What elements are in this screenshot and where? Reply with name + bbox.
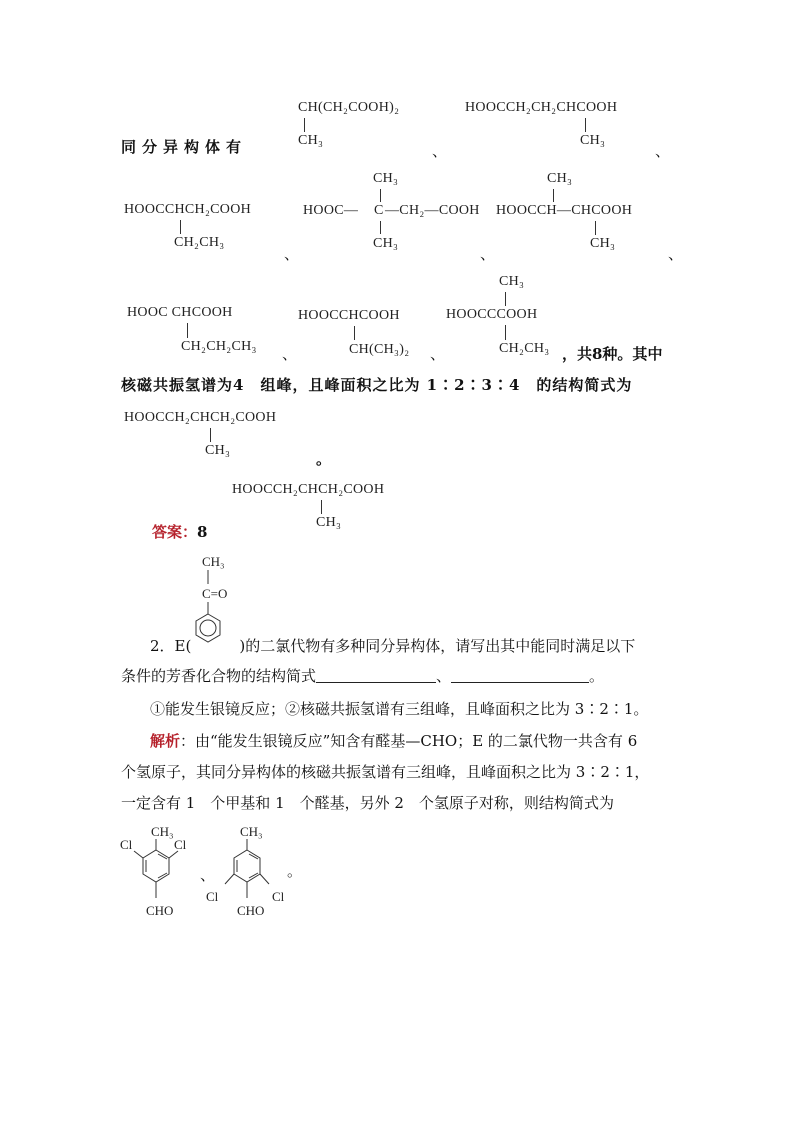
answer-blank-1[interactable] — [316, 668, 436, 683]
q2-line1-rest: 的二氯代物有多种同分异构体，请写出其中能同时满足以下 — [245, 637, 636, 655]
bond-line — [505, 325, 506, 340]
analysis-text-1: ：由“能发生银镜反应”知含有醛基—CHO；E 的二氯代物一共含有 6 — [180, 732, 638, 750]
bond-line — [553, 189, 554, 202]
struct-2-main: HOOCCH₂CH₂CHCOOH — [465, 100, 618, 115]
p1-chlorine-right: Cl — [174, 837, 187, 852]
p2-chlorine-right: Cl — [272, 889, 285, 904]
struct-4-center: C — [374, 203, 384, 218]
bond-line — [585, 118, 586, 132]
bond-line — [505, 292, 506, 306]
answer-value: 8 — [197, 523, 208, 541]
q2-conditions: ①能发生银镜反应；②核磁共振氢谱有三组峰，且峰面积之比为 3∶2∶1。 — [150, 700, 649, 718]
analysis-line2: 个氢原子，其同分异构体的核磁共振氢谱有三组峰，且峰面积之比为 3∶2∶1， — [121, 763, 650, 781]
q2-number: 2．E( — [150, 637, 192, 655]
bond-line — [595, 221, 596, 235]
struct-2-sub: CH₃ — [580, 133, 606, 148]
p1-aldehyde: CHO — [146, 903, 174, 918]
analysis-line3: 一定含有 1 个甲基和 1 个醛基，另外 2 个氢原子对称，则结构简式为 — [121, 794, 614, 812]
nmr-struct-sub: CH₃ — [205, 443, 231, 458]
analysis-line1 — [150, 732, 637, 750]
bond-line — [380, 189, 381, 202]
struct-3-main: HOOCCHCH₂COOH — [124, 202, 252, 217]
q2-line2-text: 条件的芳香化合物的结构简式 — [121, 667, 317, 685]
struct-6-sub: CH₂CH₂CH₃ — [181, 339, 257, 354]
end-period: 。 — [287, 862, 303, 880]
separator: 、 — [432, 142, 448, 160]
e-methyl: CH₃ — [202, 554, 225, 569]
nmr-struct-main: HOOCCH₂CHCH₂COOH — [124, 410, 277, 425]
answer-blank-2[interactable] — [451, 668, 589, 683]
struct-8-main: HOOCCCOOH — [446, 307, 538, 322]
p1-methyl: CH₃ — [151, 824, 174, 839]
struct-3-sub: CH₂CH₃ — [174, 235, 225, 250]
separator: 、 — [655, 142, 671, 160]
separator: 、 — [200, 866, 216, 884]
struct-1-main: CH(CH₂COOH)₂ — [298, 100, 400, 115]
answer-struct-sub: CH₃ — [316, 515, 342, 530]
struct-4-bottom: CH₃ — [373, 236, 399, 251]
separator: 、 — [282, 345, 298, 363]
struct-4-top: CH₃ — [373, 171, 399, 186]
p2-methyl: CH₃ — [240, 824, 263, 839]
struct-7-sub: CH(CH₃)₂ — [349, 342, 410, 357]
product-structure-2 — [200, 818, 296, 924]
isomers-intro: 同分异构体有 — [121, 138, 248, 156]
bond-line — [187, 323, 188, 338]
q2-close-paren: ) — [239, 637, 246, 655]
struct-5-main: HOOCCH—CHCOOH — [496, 203, 633, 218]
answer-line — [152, 523, 207, 541]
product-structure-1 — [116, 818, 206, 924]
p1-chlorine-left: Cl — [120, 837, 133, 852]
e-carbonyl: C=O — [202, 586, 228, 601]
bond-line — [210, 428, 211, 442]
aromatic-circle — [200, 620, 216, 636]
answer-label: 答案： — [152, 523, 198, 541]
benzene-ring — [234, 850, 260, 882]
struct-8-top: CH₃ — [499, 274, 525, 289]
bond-line — [354, 326, 355, 340]
struct-5-top: CH₃ — [547, 171, 573, 186]
struct-8-bottom: CH₂CH₃ — [499, 341, 550, 356]
answer-struct-main: HOOCCH₂CHCH₂COOH — [232, 482, 385, 497]
bond-line — [304, 118, 305, 132]
struct-4-left: HOOC— — [303, 203, 359, 218]
q2-line2-end: 。 — [589, 667, 605, 685]
analysis-label: 解析 — [150, 732, 181, 750]
struct-1-sub: CH₃ — [298, 133, 324, 148]
period: 。 — [316, 450, 332, 468]
struct-6-main: HOOC CHCOOH — [127, 305, 233, 320]
acetophenone-structure — [180, 548, 250, 648]
struct-5-bottom: CH₃ — [590, 236, 616, 251]
blank-separator: 、 — [436, 667, 452, 685]
separator: 、 — [430, 345, 446, 363]
p2-chlorine-left: Cl — [206, 889, 219, 904]
separator: 、 — [284, 245, 300, 263]
p2-aldehyde: CHO — [237, 903, 265, 918]
q2-line2 — [121, 667, 604, 685]
separator: 、 — [480, 245, 496, 263]
count-text: ，共8种。其中 — [562, 345, 663, 363]
struct-4-right: —CH₂—COOH — [385, 203, 480, 218]
bond-line — [380, 221, 381, 234]
benzene-ring — [143, 850, 169, 882]
bond-line — [321, 500, 322, 514]
separator: 、 — [668, 245, 684, 263]
struct-7-main: HOOCCHCOOH — [298, 308, 400, 323]
bond-line — [180, 220, 181, 234]
q2-line1 — [150, 637, 635, 655]
nmr-sentence: 核磁共振氢谱为4 组峰，且峰面积之比为 1∶2∶3∶4 的结构简式为 — [121, 376, 633, 394]
